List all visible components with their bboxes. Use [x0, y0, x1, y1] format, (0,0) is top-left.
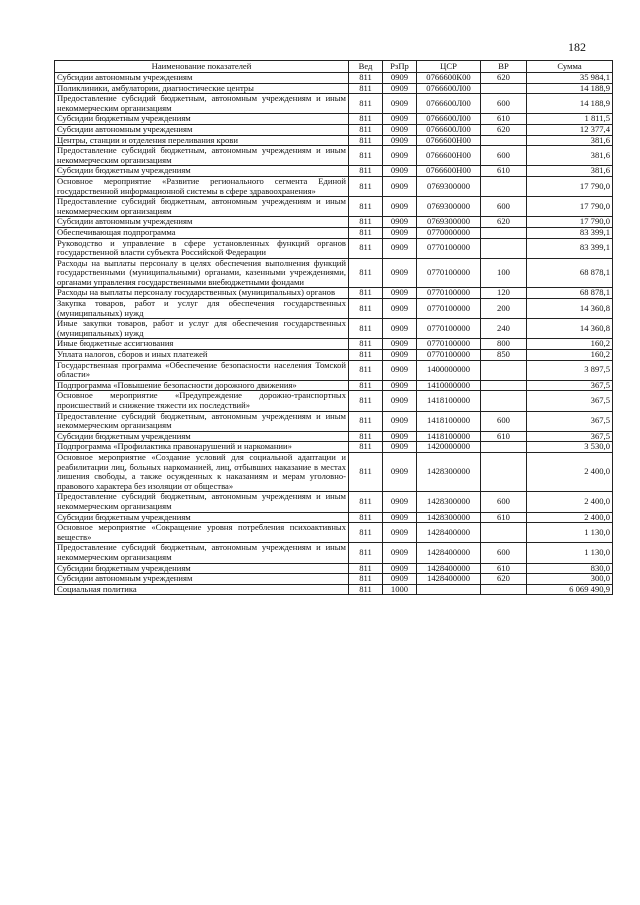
- table-row: [55, 299, 613, 319]
- cell-vr: 240: [481, 319, 527, 339]
- cell-name: Субсидии автономным учреждениям: [55, 574, 349, 585]
- table-row: [55, 574, 613, 585]
- cell-rzpr: 0909: [383, 238, 417, 258]
- cell-ved: 811: [349, 339, 383, 350]
- cell-rzpr: 0909: [383, 380, 417, 391]
- cell-sum: 14 188,9: [527, 83, 613, 94]
- cell-rzpr: 0909: [383, 492, 417, 512]
- cell-name: Закупка товаров, работ и услуг для обеспечения государственных (муниципальных) нужд: [55, 299, 349, 319]
- cell-vr: 610: [481, 563, 527, 574]
- table-body: [55, 73, 613, 595]
- cell-name: Подпрограмма «Профилактика правонарушений и наркомании»: [55, 442, 349, 453]
- cell-vr: 200: [481, 299, 527, 319]
- cell-rzpr: 0909: [383, 319, 417, 339]
- cell-vr: 620: [481, 73, 527, 84]
- cell-csr: 0766600Л00: [417, 94, 481, 114]
- cell-ved: 811: [349, 73, 383, 84]
- cell-csr: 0766600Н00: [417, 135, 481, 146]
- table-row: [55, 442, 613, 453]
- cell-rzpr: 0909: [383, 288, 417, 299]
- table-row: [55, 523, 613, 543]
- cell-csr: 1428300000: [417, 452, 481, 491]
- cell-name: Уплата налогов, сборов и иных платежей: [55, 350, 349, 361]
- cell-csr: 0770000000: [417, 227, 481, 238]
- table-row: [55, 124, 613, 135]
- cell-sum: 14 188,9: [527, 94, 613, 114]
- cell-name: Субсидии бюджетным учреждениям: [55, 166, 349, 177]
- cell-csr: 1428400000: [417, 543, 481, 563]
- cell-csr: 0770100000: [417, 339, 481, 350]
- cell-rzpr: 0909: [383, 146, 417, 166]
- cell-csr: 1428300000: [417, 492, 481, 512]
- cell-ved: 811: [349, 176, 383, 196]
- cell-sum: 3 897,5: [527, 360, 613, 380]
- cell-vr: 610: [481, 114, 527, 125]
- cell-ved: 811: [349, 227, 383, 238]
- cell-rzpr: 0909: [383, 124, 417, 135]
- table-row: [55, 360, 613, 380]
- page-number: 182: [568, 40, 586, 54]
- cell-name: Предоставление субсидий бюджетным, автономным учреждениям и иным некоммерческим организациям: [55, 94, 349, 114]
- cell-rzpr: 0909: [383, 360, 417, 380]
- table-row: [55, 176, 613, 196]
- cell-ved: 811: [349, 360, 383, 380]
- header-vr: ВР: [481, 61, 527, 73]
- cell-ved: 811: [349, 146, 383, 166]
- table-row: [55, 512, 613, 523]
- table-row: [55, 94, 613, 114]
- cell-ved: 811: [349, 258, 383, 288]
- cell-name: Основное мероприятие «Предупреждение дорожно-транспортных происшествий и снижение тяжести их последствий»: [55, 391, 349, 411]
- cell-ved: 811: [349, 563, 383, 574]
- cell-name: Субсидии автономным учреждениям: [55, 73, 349, 84]
- cell-sum: 381,6: [527, 135, 613, 146]
- cell-sum: 830,0: [527, 563, 613, 574]
- cell-sum: 83 399,1: [527, 238, 613, 258]
- cell-sum: 17 790,0: [527, 217, 613, 228]
- table-row: [55, 584, 613, 595]
- cell-sum: 1 130,0: [527, 543, 613, 563]
- cell-name: Иные бюджетные ассигнования: [55, 339, 349, 350]
- cell-name: Социальная политика: [55, 584, 349, 595]
- table-row: [55, 83, 613, 94]
- cell-sum: 1 130,0: [527, 523, 613, 543]
- cell-rzpr: 0909: [383, 431, 417, 442]
- cell-rzpr: 0909: [383, 83, 417, 94]
- cell-name: Иные закупки товаров, работ и услуг для обеспечения государственных (муниципальных) нужд: [55, 319, 349, 339]
- cell-name: Расходы на выплаты персоналу государственных (муниципальных) органов: [55, 288, 349, 299]
- cell-name: Субсидии бюджетным учреждениям: [55, 431, 349, 442]
- cell-sum: 68 878,1: [527, 288, 613, 299]
- cell-name: Поликлиники, амбулатории, диагностические центры: [55, 83, 349, 94]
- table-row: [55, 114, 613, 125]
- cell-sum: 6 069 490,9: [527, 584, 613, 595]
- header-sum: Сумма: [527, 61, 613, 73]
- cell-ved: 811: [349, 197, 383, 217]
- cell-sum: 300,0: [527, 574, 613, 585]
- cell-sum: 3 530,0: [527, 442, 613, 453]
- cell-rzpr: 1000: [383, 584, 417, 595]
- cell-rzpr: 0909: [383, 452, 417, 491]
- cell-ved: 811: [349, 452, 383, 491]
- cell-rzpr: 0909: [383, 574, 417, 585]
- cell-rzpr: 0909: [383, 94, 417, 114]
- cell-vr: [481, 238, 527, 258]
- cell-vr: 800: [481, 339, 527, 350]
- cell-rzpr: 0909: [383, 391, 417, 411]
- cell-sum: 381,6: [527, 166, 613, 177]
- cell-sum: 14 360,8: [527, 299, 613, 319]
- cell-ved: 811: [349, 114, 383, 125]
- table-row: [55, 227, 613, 238]
- cell-csr: 1420000000: [417, 442, 481, 453]
- cell-rzpr: 0909: [383, 73, 417, 84]
- table-row: [55, 350, 613, 361]
- table-header-row: [55, 61, 613, 73]
- table-row: [55, 431, 613, 442]
- cell-sum: 12 377,4: [527, 124, 613, 135]
- cell-rzpr: 0909: [383, 411, 417, 431]
- cell-csr: 0766600Л00: [417, 124, 481, 135]
- cell-sum: 68 878,1: [527, 258, 613, 288]
- table-row: [55, 411, 613, 431]
- cell-csr: 1428400000: [417, 523, 481, 543]
- cell-ved: 811: [349, 411, 383, 431]
- cell-ved: 811: [349, 124, 383, 135]
- cell-ved: 811: [349, 584, 383, 595]
- cell-name: Расходы на выплаты персоналу в целях обеспечения выполнения функций государственными (муниципальными) органами, казенными учреждениями, органами управления государственными внебюджетными фондами: [55, 258, 349, 288]
- cell-vr: [481, 380, 527, 391]
- cell-sum: 2 400,0: [527, 492, 613, 512]
- cell-vr: [481, 452, 527, 491]
- cell-ved: 811: [349, 574, 383, 585]
- cell-csr: 0770100000: [417, 319, 481, 339]
- cell-csr: 1418100000: [417, 411, 481, 431]
- cell-ved: 811: [349, 523, 383, 543]
- cell-vr: 600: [481, 146, 527, 166]
- table-row: [55, 146, 613, 166]
- cell-csr: 0770100000: [417, 299, 481, 319]
- cell-sum: 1 811,5: [527, 114, 613, 125]
- cell-csr: 0766600Л00: [417, 114, 481, 125]
- cell-vr: 620: [481, 217, 527, 228]
- cell-ved: 811: [349, 288, 383, 299]
- cell-csr: 0766600Н00: [417, 146, 481, 166]
- header-csr: ЦСР: [417, 61, 481, 73]
- cell-vr: [481, 227, 527, 238]
- cell-ved: 811: [349, 380, 383, 391]
- cell-ved: 811: [349, 391, 383, 411]
- cell-rzpr: 0909: [383, 197, 417, 217]
- cell-vr: 600: [481, 94, 527, 114]
- cell-rzpr: 0909: [383, 523, 417, 543]
- cell-sum: 160,2: [527, 339, 613, 350]
- cell-name: Предоставление субсидий бюджетным, автономным учреждениям и иным некоммерческим организациям: [55, 492, 349, 512]
- cell-name: Подпрограмма «Повышение безопасности дорожного движения»: [55, 380, 349, 391]
- cell-csr: 1418100000: [417, 431, 481, 442]
- cell-vr: 620: [481, 124, 527, 135]
- cell-ved: 811: [349, 543, 383, 563]
- cell-csr: 0769300000: [417, 197, 481, 217]
- cell-ved: 811: [349, 492, 383, 512]
- cell-name: Предоставление субсидий бюджетным, автономным учреждениям и иным некоммерческим организациям: [55, 146, 349, 166]
- cell-sum: 14 360,8: [527, 319, 613, 339]
- cell-sum: 367,5: [527, 431, 613, 442]
- cell-name: Субсидии автономным учреждениям: [55, 124, 349, 135]
- cell-name: Руководство и управление в сфере установленных функций органов государственной власти субъекта Российской Федерации: [55, 238, 349, 258]
- table-row: [55, 258, 613, 288]
- cell-vr: [481, 176, 527, 196]
- cell-rzpr: 0909: [383, 217, 417, 228]
- cell-csr: 0769300000: [417, 176, 481, 196]
- cell-sum: 367,5: [527, 380, 613, 391]
- budget-table: [54, 60, 613, 595]
- cell-sum: 160,2: [527, 350, 613, 361]
- cell-ved: 811: [349, 442, 383, 453]
- header-name: Наименование показателей: [55, 61, 349, 73]
- cell-name: Центры, станции и отделения переливания крови: [55, 135, 349, 146]
- cell-csr: 0766600Н00: [417, 166, 481, 177]
- table-row: [55, 73, 613, 84]
- cell-vr: 610: [481, 431, 527, 442]
- cell-name: Субсидии бюджетным учреждениям: [55, 563, 349, 574]
- cell-csr: 1428300000: [417, 512, 481, 523]
- cell-ved: 811: [349, 83, 383, 94]
- cell-vr: 850: [481, 350, 527, 361]
- cell-csr: 0770100000: [417, 350, 481, 361]
- cell-name: Государственная программа «Обеспечение безопасности населения Томской области»: [55, 360, 349, 380]
- cell-csr: 1428400000: [417, 563, 481, 574]
- cell-vr: [481, 442, 527, 453]
- cell-csr: 1410000000: [417, 380, 481, 391]
- cell-rzpr: 0909: [383, 442, 417, 453]
- cell-sum: 2 400,0: [527, 512, 613, 523]
- cell-csr: [417, 584, 481, 595]
- cell-name: Основное мероприятие «Сокращение уровня потребления психоактивных веществ»: [55, 523, 349, 543]
- cell-ved: 811: [349, 319, 383, 339]
- table-row: [55, 217, 613, 228]
- cell-ved: 811: [349, 217, 383, 228]
- cell-vr: 600: [481, 197, 527, 217]
- cell-rzpr: 0909: [383, 227, 417, 238]
- cell-csr: 1428400000: [417, 574, 481, 585]
- cell-name: Предоставление субсидий бюджетным, автономным учреждениям и иным некоммерческим организациям: [55, 197, 349, 217]
- cell-vr: 600: [481, 411, 527, 431]
- cell-vr: 100: [481, 258, 527, 288]
- cell-name: Основное мероприятие «Создание условий для социальной адаптации и реабилитации лиц, больных наркоманией, лиц, отбывших наказание в местах лишения свободы, а также осужденных к наказаниям и мерам уголовно-правового характера без изоляции от общества»: [55, 452, 349, 491]
- cell-ved: 811: [349, 299, 383, 319]
- cell-name: Предоставление субсидий бюджетным, автономным учреждениям и иным некоммерческим организациям: [55, 411, 349, 431]
- cell-csr: 0766600Л00: [417, 83, 481, 94]
- cell-vr: 120: [481, 288, 527, 299]
- table-row: [55, 492, 613, 512]
- table-row: [55, 288, 613, 299]
- cell-rzpr: 0909: [383, 543, 417, 563]
- cell-vr: [481, 135, 527, 146]
- cell-rzpr: 0909: [383, 563, 417, 574]
- cell-sum: 367,5: [527, 411, 613, 431]
- table-row: [55, 135, 613, 146]
- table-row: [55, 543, 613, 563]
- cell-csr: 0769300000: [417, 217, 481, 228]
- table-row: [55, 380, 613, 391]
- cell-name: Субсидии бюджетным учреждениям: [55, 114, 349, 125]
- cell-sum: 381,6: [527, 146, 613, 166]
- cell-name: Обеспечивающая подпрограмма: [55, 227, 349, 238]
- cell-sum: 17 790,0: [527, 176, 613, 196]
- cell-sum: 367,5: [527, 391, 613, 411]
- cell-sum: 17 790,0: [527, 197, 613, 217]
- cell-rzpr: 0909: [383, 176, 417, 196]
- cell-csr: 1400000000: [417, 360, 481, 380]
- table-row: [55, 166, 613, 177]
- cell-vr: [481, 83, 527, 94]
- header-ved: Вед: [349, 61, 383, 73]
- cell-rzpr: 0909: [383, 512, 417, 523]
- cell-sum: 35 984,1: [527, 73, 613, 84]
- cell-name: Субсидии автономным учреждениям: [55, 217, 349, 228]
- cell-vr: 610: [481, 166, 527, 177]
- cell-vr: [481, 523, 527, 543]
- cell-rzpr: 0909: [383, 166, 417, 177]
- cell-vr: 620: [481, 574, 527, 585]
- cell-vr: [481, 584, 527, 595]
- table-row: [55, 391, 613, 411]
- cell-rzpr: 0909: [383, 258, 417, 288]
- cell-vr: [481, 391, 527, 411]
- cell-vr: 610: [481, 512, 527, 523]
- cell-ved: 811: [349, 431, 383, 442]
- table-row: [55, 319, 613, 339]
- header-rzpr: РзПр: [383, 61, 417, 73]
- cell-ved: 811: [349, 350, 383, 361]
- cell-vr: 600: [481, 492, 527, 512]
- cell-vr: [481, 360, 527, 380]
- cell-sum: 2 400,0: [527, 452, 613, 491]
- cell-sum: 83 399,1: [527, 227, 613, 238]
- cell-vr: 600: [481, 543, 527, 563]
- table-row: [55, 452, 613, 491]
- table-row: [55, 563, 613, 574]
- cell-rzpr: 0909: [383, 114, 417, 125]
- cell-csr: 0766600К00: [417, 73, 481, 84]
- cell-ved: 811: [349, 512, 383, 523]
- cell-csr: 1418100000: [417, 391, 481, 411]
- cell-ved: 811: [349, 135, 383, 146]
- cell-rzpr: 0909: [383, 299, 417, 319]
- cell-ved: 811: [349, 166, 383, 177]
- table-row: [55, 238, 613, 258]
- table-row: [55, 197, 613, 217]
- cell-rzpr: 0909: [383, 135, 417, 146]
- cell-ved: 811: [349, 94, 383, 114]
- cell-ved: 811: [349, 238, 383, 258]
- cell-csr: 0770100000: [417, 238, 481, 258]
- cell-name: Субсидии бюджетным учреждениям: [55, 512, 349, 523]
- table-row: [55, 339, 613, 350]
- cell-rzpr: 0909: [383, 350, 417, 361]
- cell-csr: 0770100000: [417, 288, 481, 299]
- cell-rzpr: 0909: [383, 339, 417, 350]
- cell-name: Основное мероприятие «Развитие регионального сегмента Единой государственной информационной системы в сфере здравоохранения»: [55, 176, 349, 196]
- cell-name: Предоставление субсидий бюджетным, автономным учреждениям и иным некоммерческим организациям: [55, 543, 349, 563]
- cell-csr: 0770100000: [417, 258, 481, 288]
